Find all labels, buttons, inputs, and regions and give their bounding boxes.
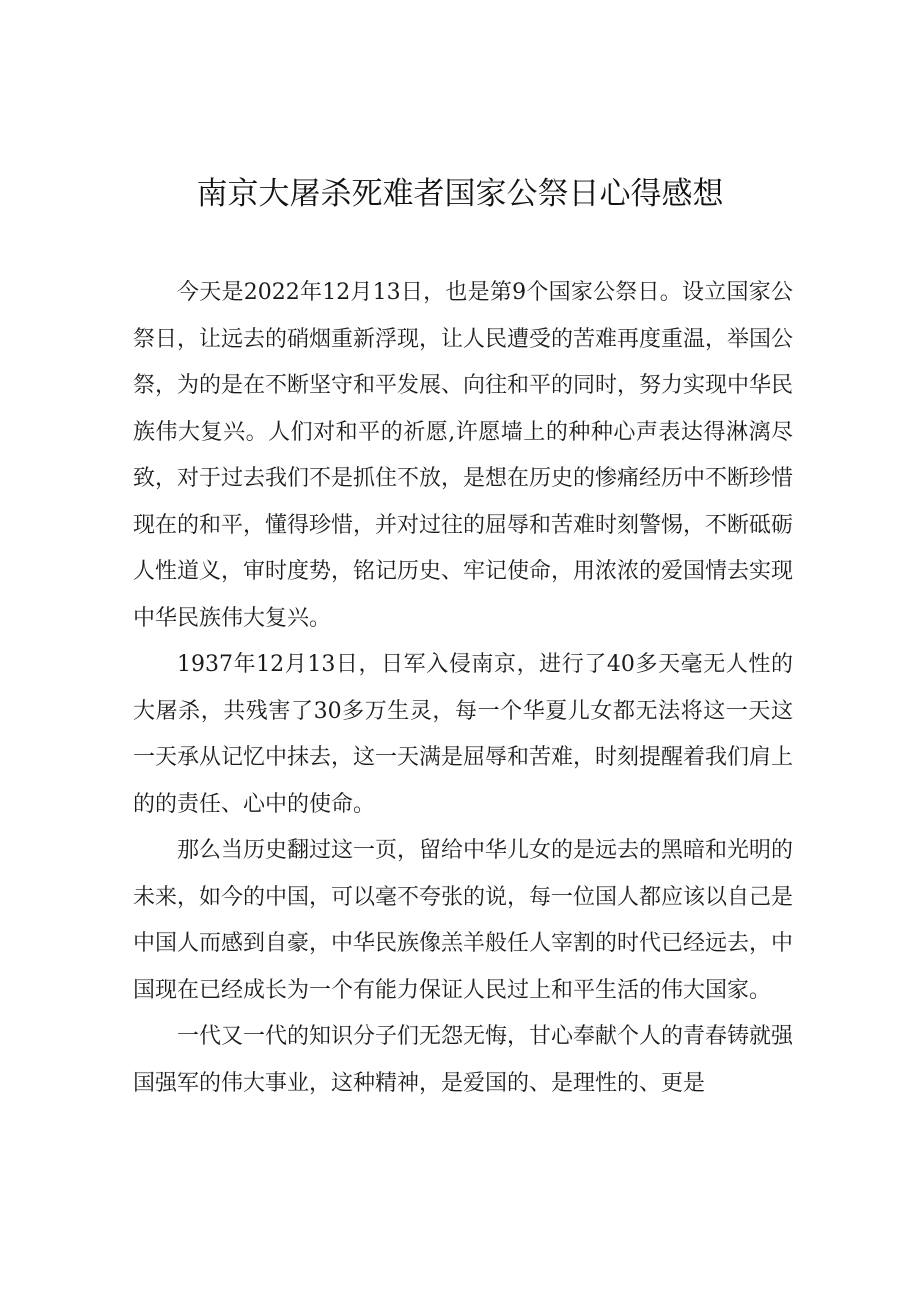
paragraph-2: 1937年12月13日，日军入侵南京，进行了40多天毫无人性的大屠杀，共残害了30多万生灵，每一个华夏儿女都无法将这一天这一天承从记忆中抹去，这一天满是屈辱和苦难，时刻提醒着我们肩上的的责任、心中的使命。 — [133, 652, 794, 817]
paragraph-1: 今天是2022年12月13日，也是第9个国家公祭日。设立国家公祭日，让远去的硝烟重新浮现，让人民遭受的苦难再度重温，举国公祭，为的是在不断坚守和平发展、向往和平的同时，努力实现中华民族伟大复兴。人们对和平的祈愿,许愿墙上的种种心声表达得淋漓尽致，对于过去我们不是抓住不放，是想在历史的惨痛经历中不断珍惜现在的和平，懂得珍惜，并对过往的屈辱和苦难时刻警惕，不断砥砺人性道义，审时度势，铭记历史、牢记使命，用浓浓的爱国情去实现中华民族伟大复兴。 — [133, 280, 794, 631]
paragraph-4: 一代又一代的知识分子们无怨无悔，甘心奉献个人的青春铸就强国强军的伟大事业，这种精神，是爱国的、是理性的、更是 — [133, 1024, 794, 1096]
document-title: 南京大屠杀死难者国家公祭日心得感想 — [196, 176, 724, 212]
document-body — [133, 270, 793, 1107]
paragraph-3: 那么当历史翻过这一页，留给中华儿女的是远去的黑暗和光明的未来，如今的中国，可以毫不夸张的说，每一位国人都应该以自己是中国人而感到自豪，中华民族像羔羊般任人宰割的时代已经远去，中国现在已经成长为一个有能力保证人民过上和平生活的伟大国家。 — [133, 838, 794, 1003]
